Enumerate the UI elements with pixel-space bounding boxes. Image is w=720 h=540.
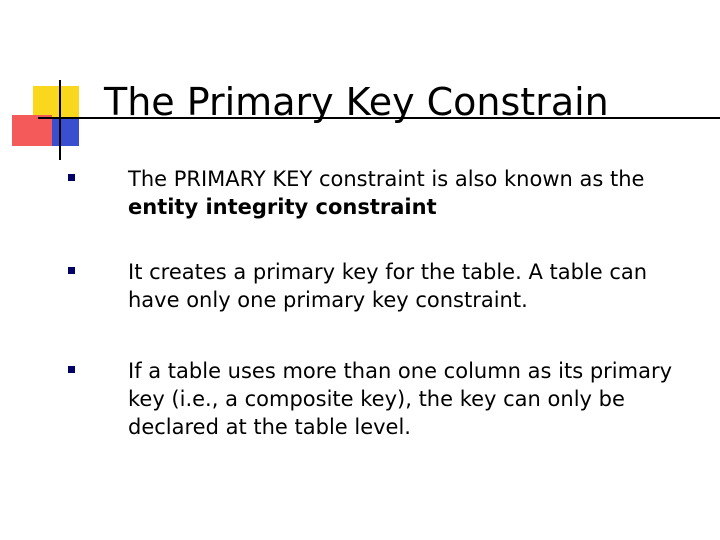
bullet-text-plain: The PRIMARY KEY constraint is also known as the (128, 167, 645, 191)
bullet-square-icon (68, 366, 75, 373)
vertical-accent-divider (59, 80, 61, 160)
bullet-square-icon (68, 174, 75, 181)
logo-blue-square (52, 118, 79, 146)
logo-red-square (12, 115, 52, 146)
slide-title: The Primary Key Constrain (104, 80, 609, 124)
bullet-square-icon (68, 267, 75, 274)
bullet-text-bold: entity integrity constraint (128, 195, 437, 219)
bullet-text: If a table uses more than one column as its primary key (i.e., a composite key), the key can only be declared at the table level. (128, 359, 673, 439)
bullet-text: It creates a primary key for the table. A table can have only one primary key constraint. (128, 260, 648, 312)
bullet-text (128, 165, 698, 221)
